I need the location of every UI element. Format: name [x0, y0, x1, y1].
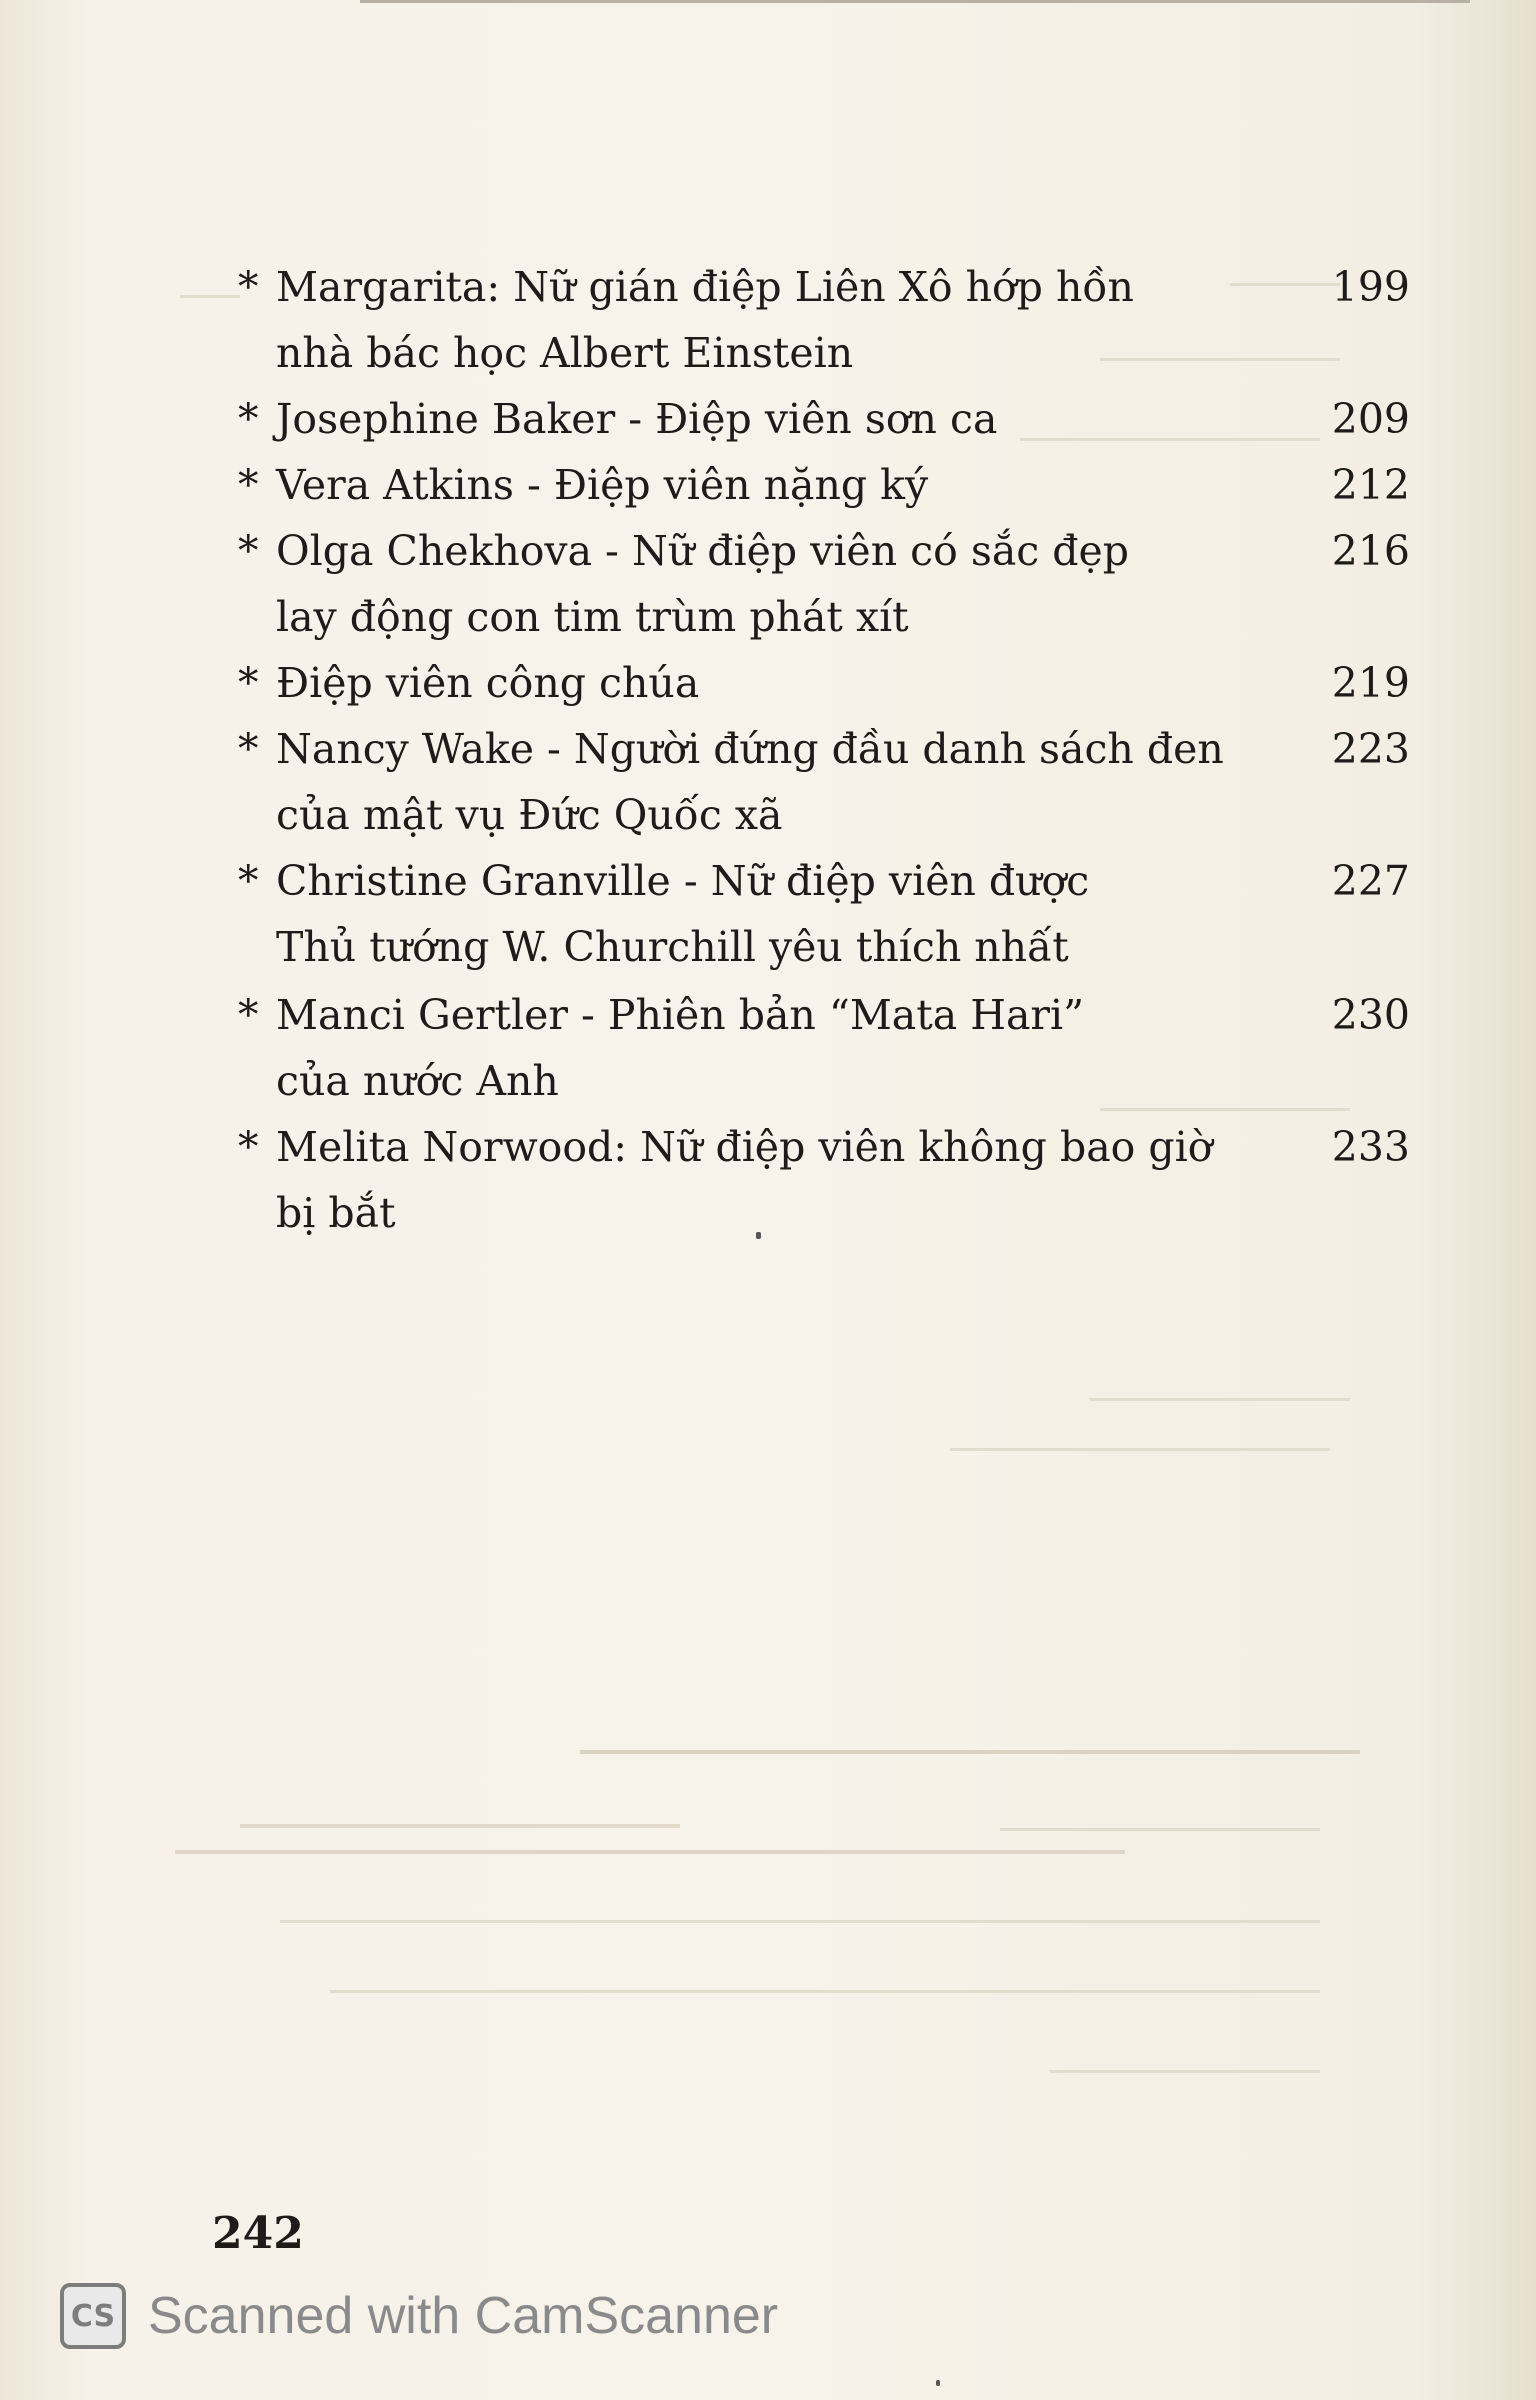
entry-page-number: 212 — [1331, 461, 1410, 509]
entry-page-number: 199 — [1331, 263, 1410, 311]
entry-title-line-2: của mật vụ Đức Quốc xã — [276, 791, 783, 839]
entry-title-line-1: Điệp viên công chúa — [276, 659, 700, 707]
entry-title-line-1: Josephine Baker - Điệp viên sơn ca — [276, 395, 998, 443]
entry-title-line-1: Melita Norwood: Nữ điệp viên không bao giờ — [276, 1123, 1213, 1171]
entry-title-line-1: Manci Gertler - Phiên bản “Mata Hari” — [276, 991, 1085, 1039]
entry-title-line-1: Margarita: Nữ gián điệp Liên Xô hớp hồn — [276, 263, 1134, 311]
toc-entry — [238, 452, 1410, 518]
bullet-star: * — [238, 461, 259, 509]
bullet-star: * — [238, 263, 259, 311]
bullet-star: * — [238, 659, 259, 707]
toc-entry — [238, 1114, 1410, 1246]
bullet-star: * — [238, 527, 259, 575]
entry-page-number: 216 — [1331, 527, 1410, 575]
entry-title-line-1: Christine Granville - Nữ điệp viên được — [276, 857, 1090, 905]
entry-title-line-2: Thủ tướng W. Churchill yêu thích nhất — [276, 923, 1069, 971]
bullet-star: * — [238, 857, 259, 905]
toc-entry — [238, 716, 1410, 848]
entry-page-number: 209 — [1331, 395, 1410, 443]
entry-title-line-2: của nước Anh — [276, 1057, 559, 1105]
entry-title-line-1: Vera Atkins - Điệp viên nặng ký — [276, 461, 929, 509]
toc-entry — [238, 650, 1410, 716]
entry-page-number: 227 — [1331, 857, 1410, 905]
entry-title-line-2: bị bắt — [276, 1189, 396, 1237]
entry-page-number: 223 — [1331, 725, 1410, 773]
bullet-star: * — [238, 395, 259, 443]
toc-entry — [238, 982, 1410, 1114]
entry-title-line-1: Olga Chekhova - Nữ điệp viên có sắc đẹp — [276, 527, 1130, 575]
entry-title-line-2: lay động con tim trùm phát xít — [276, 593, 909, 641]
toc-entry — [238, 254, 1410, 386]
entry-title-line-1: Nancy Wake - Người đứng đầu danh sách đen — [276, 725, 1224, 773]
camscanner-logo-icon: CS — [60, 2283, 126, 2349]
toc-entry — [238, 848, 1410, 980]
entry-title-line-2: nhà bác học Albert Einstein — [276, 329, 854, 377]
bullet-star: * — [238, 991, 259, 1039]
page-number: 242 — [212, 2208, 304, 2259]
toc-entry — [238, 518, 1410, 650]
print-speck — [756, 1232, 761, 1239]
entry-page-number: 233 — [1331, 1123, 1410, 1171]
toc-entry — [238, 386, 1410, 452]
bullet-star: * — [238, 1123, 259, 1171]
watermark-text: Scanned with CamScanner — [148, 2287, 779, 2345]
entry-page-number: 219 — [1331, 659, 1410, 707]
camscanner-watermark — [60, 2280, 778, 2352]
entry-page-number: 230 — [1331, 991, 1410, 1039]
bullet-star: * — [238, 725, 259, 773]
print-speck — [936, 2380, 940, 2386]
